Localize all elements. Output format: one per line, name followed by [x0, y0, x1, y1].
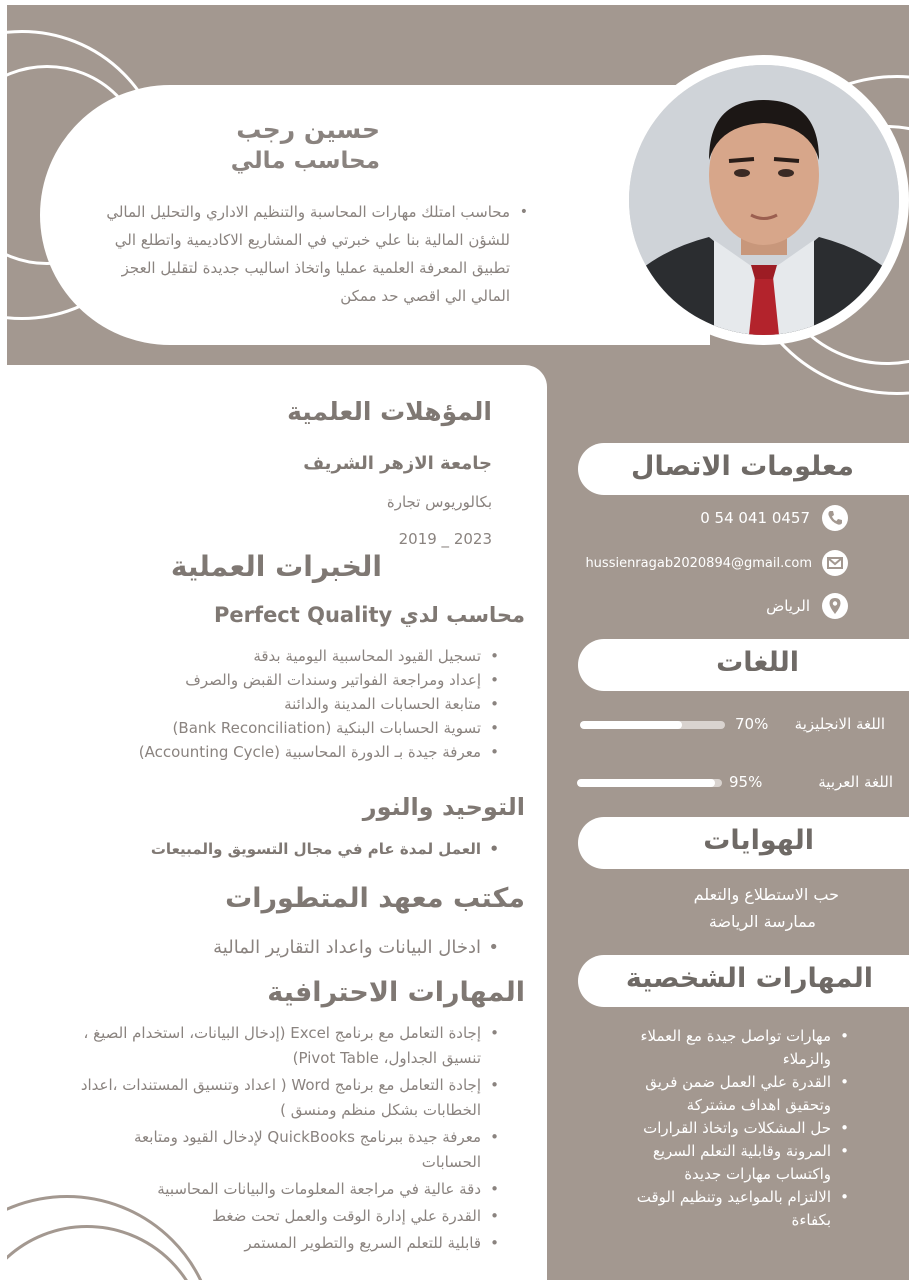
- candidate-name: حسين رجب: [236, 115, 380, 144]
- list-item: • المرونة وقابلية التعلم السريع واكتساب مهارات جديدة: [629, 1140, 849, 1186]
- phone-icon: [822, 505, 848, 531]
- education-heading: المؤهلات العلمية: [287, 397, 492, 426]
- list-item: • تسجيل القيود المحاسبية اليومية بدقة: [39, 647, 499, 665]
- contact-email[interactable]: [578, 550, 878, 580]
- list-item: • إعداد ومراجعة الفواتير وسندات القبض والصرف: [39, 671, 499, 689]
- list-item: • القدرة علي إدارة الوقت والعمل تحت ضغط: [79, 1204, 499, 1229]
- list-item: • قابلية للتعلم السريع والتطوير المستمر: [79, 1231, 499, 1256]
- level-fill: [577, 779, 715, 787]
- languages-heading: اللغات: [578, 639, 909, 691]
- email-address: hussienragab2020894@gmail.com: [585, 556, 812, 571]
- mail-icon: [822, 550, 848, 576]
- english-level-bar: [580, 721, 725, 729]
- university-name: جامعة الازهر الشريف: [303, 453, 492, 474]
- list-item: • إجادة التعامل مع برنامج Excel (إدخال البيانات، استخدام الصيغ ، تنسيق الجداول، Pivot Table): [79, 1021, 499, 1071]
- list-item: • الالتزام بالمواعيد وتنظيم الوقت بكفاءة: [629, 1186, 849, 1232]
- phone-number: 0 54 041 0457: [700, 509, 810, 527]
- job-title-1: محاسب لدي Perfect Quality: [213, 603, 525, 627]
- city: الرياض: [766, 597, 810, 615]
- list-item: • متابعة الحسابات المدينة والدائنة: [39, 695, 499, 713]
- job-title-2: التوحيد والنور: [362, 793, 525, 821]
- hobby-item: حب الاستطلاع والتعلم: [693, 885, 839, 904]
- language-name: اللغة العربية: [818, 773, 893, 791]
- job-title-3: مكتب معهد المتطورات: [225, 883, 525, 914]
- language-name: اللغة الانجليزية: [794, 715, 885, 733]
- job-2-duties: [39, 840, 499, 864]
- job-3-duties: [39, 937, 499, 964]
- contact-location: [578, 593, 878, 623]
- professional-skills-list: [79, 1021, 499, 1258]
- list-item: • تسوية الحسابات البنكية (Bank Reconciliation): [39, 719, 499, 737]
- job-title: محاسب مالي: [230, 148, 380, 174]
- hobby-item: ممارسة الرياضة: [708, 912, 816, 931]
- language-percent: 95%: [729, 773, 763, 791]
- person-portrait-icon: [629, 65, 899, 335]
- experience-heading: الخبرات العملية: [170, 550, 382, 583]
- degree: بكالوريوس تجارة: [386, 493, 492, 511]
- list-item: • ادخال البيانات واعداد التقارير المالية: [39, 937, 499, 958]
- list-item: • دقة عالية في مراجعة المعلومات والبيانات المحاسبية: [79, 1177, 499, 1202]
- personal-skills-heading: المهارات الشخصية: [578, 955, 909, 1007]
- job-1-duties: [39, 647, 499, 767]
- professional-skills-heading: المهارات الاحترافية: [267, 977, 525, 1008]
- education-years: 2019 _ 2023: [398, 530, 492, 548]
- language-percent: 70%: [735, 715, 769, 733]
- list-item: • حل المشكلات واتخاذ القرارات: [629, 1117, 849, 1140]
- main-content-panel: [7, 365, 547, 1280]
- hobbies-heading: الهوايات: [578, 817, 909, 869]
- contact-phone[interactable]: [578, 505, 878, 535]
- list-item: • معرفة جيدة بـ الدورة المحاسبية (Accounting Cycle): [39, 743, 499, 761]
- list-item: • مهارات تواصل جيدة مع العملاء والزملاء: [629, 1025, 849, 1071]
- resume-page: [7, 5, 909, 1280]
- list-item: • معرفة جيدة ببرنامج QuickBooks لإدخال القيود ومتابعة الحسابات: [79, 1125, 499, 1175]
- location-pin-icon: [822, 593, 848, 619]
- profile-photo: [619, 55, 909, 345]
- list-item: • إجادة التعامل مع برنامج Word ( اعداد وتنسيق المستندات ،اعداد الخطابات بشكل منظم ومنسق ): [79, 1073, 499, 1123]
- list-item: • العمل لمدة عام في مجال التسويق والمبيعات: [39, 840, 499, 858]
- header-banner: [40, 85, 710, 345]
- list-item: • القدرة علي العمل ضمن فريق وتحقيق اهداف مشتركة: [629, 1071, 849, 1117]
- profile-summary: • محاسب امتلك مهارات المحاسبة والتنظيم الاداري والتحليل المالي للشؤن المالية بنا علي خبرتي في المشاريع الاكاديمية واتطلع الي تطبيق المعرفة العلمية عمليا واتخاذ اساليب جديدة لتقليل العجز المالي الي اقصي حد ممكن: [106, 203, 528, 305]
- level-fill: [580, 721, 682, 729]
- arabic-level-bar: [577, 779, 722, 787]
- contact-heading: معلومات الاتصال: [578, 443, 909, 495]
- personal-skills-list: [629, 1025, 849, 1232]
